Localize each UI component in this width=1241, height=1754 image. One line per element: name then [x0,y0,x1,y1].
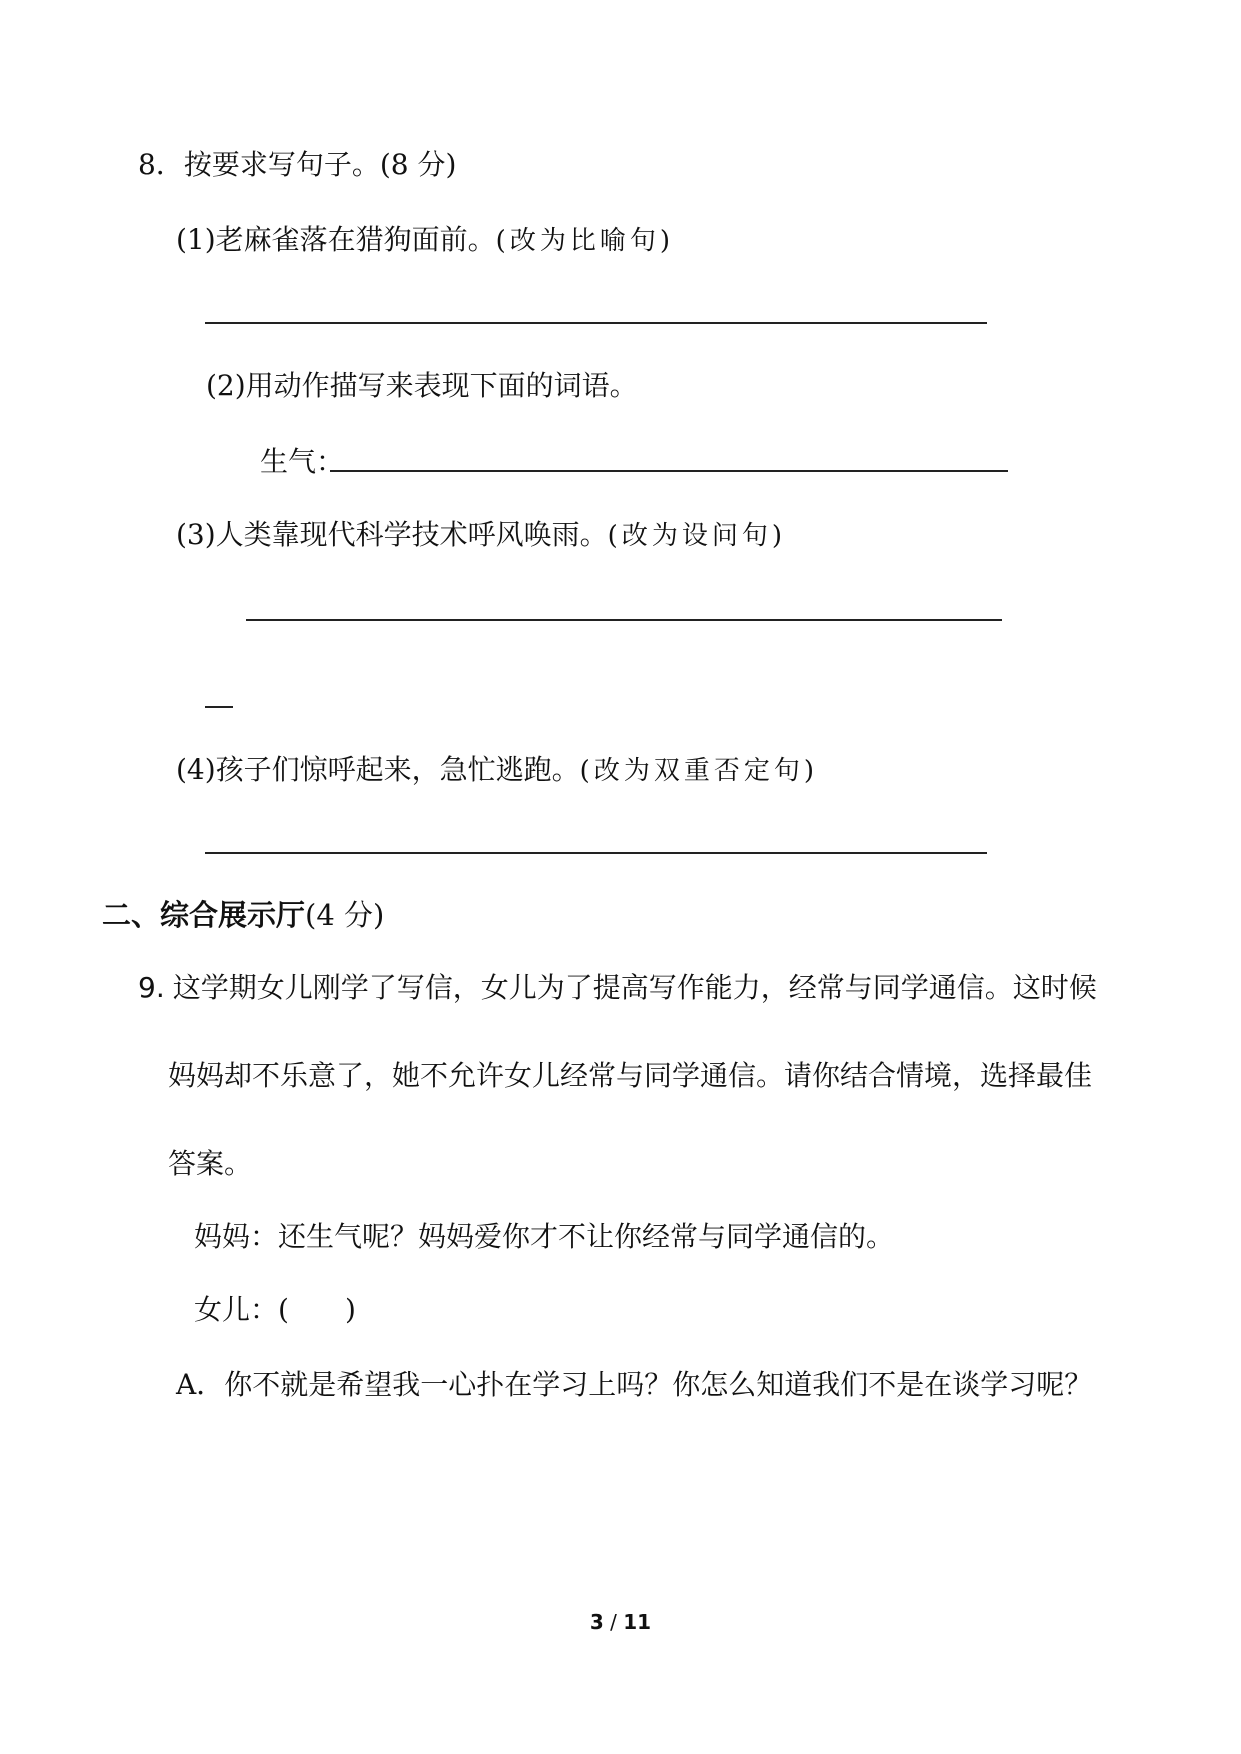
dialogue-mom [194,1219,894,1255]
sub2-word: 生气： [260,445,345,478]
answer-blank-2[interactable] [330,470,1008,472]
answer-blank-4[interactable] [205,852,987,854]
option-a-text: A．你不就是希望我一心扑在学习上吗？你怎么知道我们不是在谈学习呢？ [176,1368,1093,1401]
q8-sub1 [176,222,674,259]
sub2-label: (2)用动作描写来表现下面的词语。 [206,369,638,402]
daughter-prefix: 女儿：( [194,1293,289,1326]
section-2-score: (4 分) [305,898,385,932]
answer-blank-3[interactable] [246,619,1002,621]
answer-blank-3-continuation[interactable] [205,706,233,708]
question-text-line-2: 妈妈却不乐意了，她不允许女儿经常与同学通信。请你结合情境，选择最佳 [168,1059,1093,1092]
sub1-label: (1)老麻雀落在猎狗面前。 [176,223,496,256]
sub4-label: (4)孩子们惊呼起来，急忙逃跑。 [176,753,580,786]
page-separator: / [603,1610,624,1634]
q8-sub2-word-row [260,444,344,480]
question-text-line-3: 答案。 [168,1147,253,1180]
q8-sub4 [176,752,818,789]
question-9-line-2 [168,1058,1092,1094]
sub3-hint: (改为设问句) [607,521,786,551]
sub1-hint: (改为比喻句) [495,226,674,256]
question-number: 9. [138,971,165,1004]
daughter-suffix: ) [344,1293,356,1326]
question-8 [138,147,456,183]
section-2-heading: 二、综合展示厅 [102,898,306,932]
q8-sub2 [206,368,638,404]
question-text: 按要求写句子。(8 分) [183,148,457,181]
mom-line: 妈妈：还生气呢？妈妈爱你才不让你经常与同学通信的。 [194,1220,895,1253]
question-9-line-3 [168,1146,252,1182]
dialogue-daughter [194,1292,356,1328]
answer-blank-1[interactable] [205,322,987,324]
page-total: 11 [623,1610,652,1634]
section-2-title [102,897,384,933]
page-number: 3 [589,1610,604,1634]
page-footer [0,1610,1241,1634]
q8-sub3 [176,517,786,554]
sub4-hint: (改为双重否定句) [579,756,818,786]
option-a [176,1367,1092,1403]
question-9-line-1 [138,970,1097,1006]
sub3-label: (3)人类靠现代科学技术呼风唤雨。 [176,518,608,551]
question-text-line-1: 这学期女儿刚学了写信，女儿为了提高写作能力，经常与同学通信。这时候 [172,971,1097,1004]
question-number: 8． [138,148,184,181]
